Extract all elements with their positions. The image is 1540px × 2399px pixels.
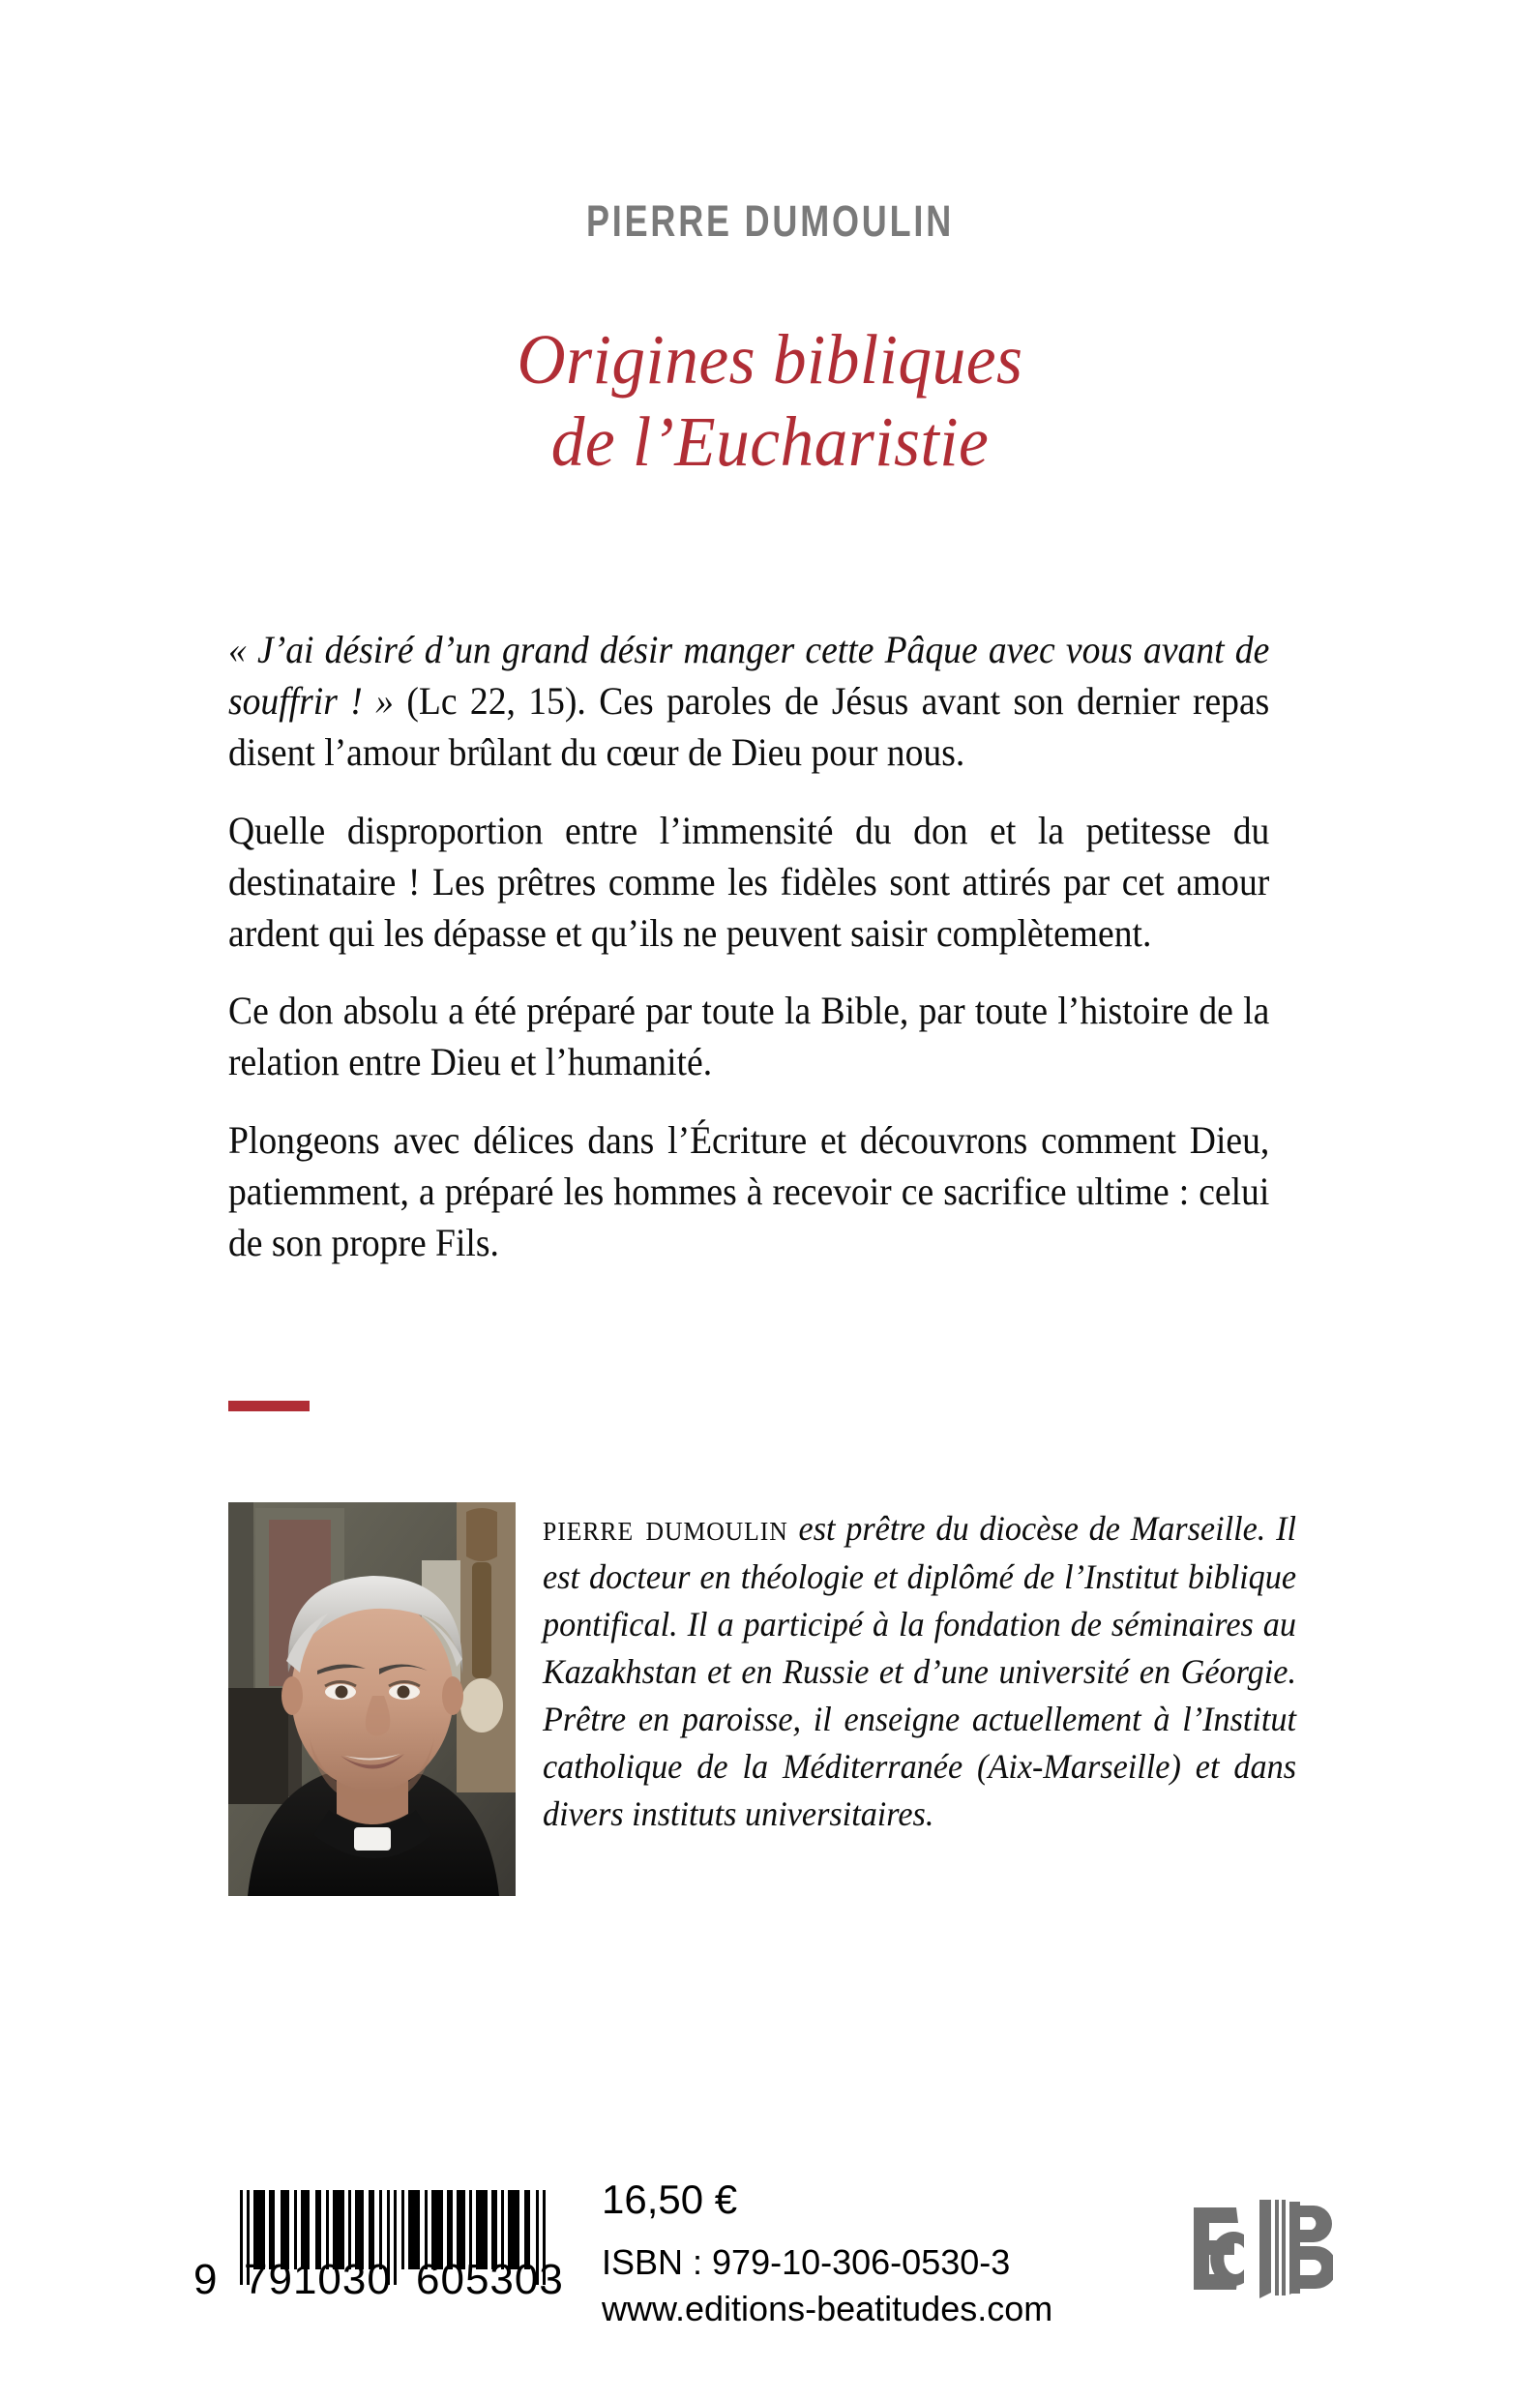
blurb-paragraph-1 (228, 624, 1269, 779)
author-bio-text (543, 1502, 1296, 1838)
title-line-2: de l’Eucharistie (550, 401, 990, 481)
title-line-1: Origines bibliques (517, 320, 1023, 399)
back-cover-blurb (228, 624, 1336, 1268)
blurb-paragraph-4: Plongeons avec délices dans l’Écriture et découvrons comment Dieu, patiemment, a préparé les hommes à recevoir ce sacrifice ultime : celui de son propre Fils. (228, 1117, 1270, 1264)
edb-logo-mark (1188, 2194, 1333, 2305)
barcode-group-1: 791030 (244, 2256, 392, 2303)
blurb-scripture-quote: « J’ai désiré d’un grand désir manger cette Pâque avec vous avant de souffrir ! » (228, 628, 1270, 724)
accent-divider (228, 1401, 310, 1411)
isbn-barcode (193, 2190, 571, 2303)
barcode-group-2: 605303 (416, 2256, 564, 2303)
author-portrait-illustration (228, 1502, 516, 1896)
author-bio-body: est prêtre du diocèse de Marseille. Il est docteur en théologie et diplômé de l’Institut biblique pontifical. Il a participé à la fondation de séminaires au Kazakhstan et en Russie et d’une université en Géorgie. Prêtre en paroisse, il enseigne actuellement à l’Institut catholique de la Méditerranée (Aix-Marseille) et dans divers instituts universitaires. (543, 1509, 1296, 1833)
author-bio-block (228, 1502, 1336, 1896)
price-label: 16,50 € (602, 2177, 738, 2222)
cover-footer (0, 2177, 1540, 2399)
isbn-label: ISBN : 979-10-306-0530-3 (602, 2242, 1011, 2282)
author-portrait-photo (228, 1502, 516, 1896)
publication-info (602, 2177, 1052, 2329)
publisher-website[interactable]: www.editions-beatitudes.com (602, 2289, 1053, 2328)
blurb-paragraph-1-rest: (Lc 22, 15). Ces paroles de Jésus avant son dernier repas disent l’amour brûlant du cœur de Dieu pour nous. (228, 679, 1270, 775)
author-name: PIERRE DUMOULIN (585, 196, 954, 246)
page-title (0, 319, 1540, 483)
barcode-lead-digit: 9 (193, 2256, 219, 2303)
publisher-logo (1188, 2194, 1333, 2305)
blurb-paragraph-3: Ce don absolu a été préparé par toute la Bible, par toute l’histoire de la relation entre Dieu et l’humanité. (228, 989, 1270, 1084)
author-bio-name: pierre dumoulin (543, 1507, 788, 1549)
blurb-paragraph-2: Quelle disproportion entre l’immensité du don et la petitesse du destinataire ! Les prêtres comme les fidèles sont attirés par cet amour ardent qui les dépasse et qu’ils ne peuvent saisir complètement. (228, 808, 1270, 955)
